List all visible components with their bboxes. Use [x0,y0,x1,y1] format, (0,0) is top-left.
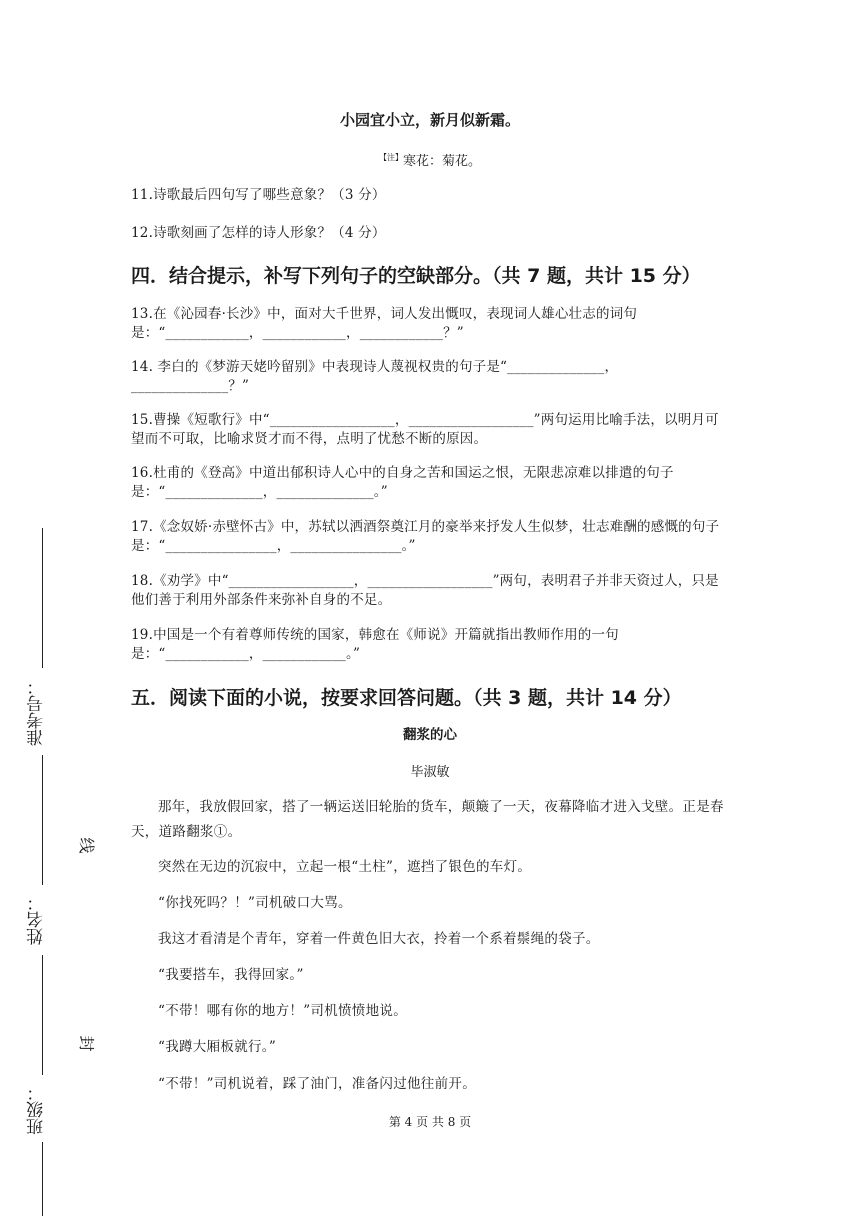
seal-char: 封 [79,1033,95,1052]
page-footer: 第 4 页 共 8 页 [388,1115,472,1129]
story-title: 翻浆的心 [403,727,457,743]
story-author: 毕淑敏 [410,765,450,780]
exam-number-label: 准考号： [27,678,47,746]
question-15: 15.曹操《短歌行》中“__________________，__________________”两句运用比喻手法，以明月可望而不可取，比喻求贤才而不得，点明了忧愁不断的原因。 [131,412,719,447]
class-label: 班级： [27,1084,47,1136]
section-5-title: 五．阅读下面的小说，按要求回答问题。（共 3 题，共计 14 分） [131,687,682,709]
question-19: 19.中国是一个有着尊师传统的国家，韩愈在《师说》开篇就指出教师作用的一句是：“____________，____________。” [131,627,619,662]
story-paragraph: “我要搭车，我得回家。” [158,967,304,983]
question-12: 12.诗歌刻画了怎样的诗人形象？（4 分） [131,225,386,241]
question-11: 11.诗歌最后四句写了哪些意象？（3 分） [131,187,386,203]
story-paragraph: “不带！”司机说着，踩了油门，准备闪过他往前开。 [158,1076,477,1092]
seal-line-char: 线 [79,835,95,854]
story-paragraph: “我蹲大厢板就行。” [158,1039,277,1055]
note-text: 寒花：菊花。 [402,154,481,169]
question-18: 18.《劝学》中“__________________，__________________”两句，表明君子并非天资过人，只是他们善于利用外部条件来弥补自身的不足。 [131,573,719,608]
story-paragraph: 突然在无边的沉寂中，立起一根“土柱”，遮挡了银色的车灯。 [158,859,532,875]
story-paragraph: 那年，我放假回家，搭了一辆运送旧轮胎的货车，颠簸了一天，夜幕降临才进入戈壁。正是春天，道路翻浆①。 [131,799,724,840]
story-paragraph: “你找死吗？！”司机破口大骂。 [158,895,352,911]
story-paragraph: “不带！哪有你的地方！”司机愤愤地说。 [158,1003,408,1019]
poem-note [0,150,860,169]
binding-line [42,528,43,668]
binding-line [42,1142,43,1216]
question-13: 13.在《沁园春·长沙》中，面对大千世界，词人发出慨叹，表现词人雄心壮志的词句是：“____________，____________，____________？” [131,306,638,341]
binding-line [42,955,43,1075]
note-mark: 【注】 [378,153,403,162]
question-14: 14. 李白的《梦游天姥吟留别》中表现诗人蔑视权贵的句子是“______________，______________？” [131,359,619,394]
section-4-title: 四．结合提示，补写下列句子的空缺部分。（共 7 题，共计 15 分） [131,265,701,287]
binding-line [42,755,43,885]
poem-line: 小园宜小立，新月似新霜。 [339,111,520,129]
name-label: 姓名： [27,894,47,946]
question-16: 16.杜甫的《登高》中道出郁积诗人心中的自身之苦和国运之恨，无限悲凉难以排遣的句子是：“______________，______________。” [131,465,674,500]
story-paragraph: 我这才看清是个青年，穿着一件黄色旧大衣，拎着一个系着鬃绳的袋子。 [158,931,600,947]
question-17: 17.《念奴娇·赤壁怀古》中，苏轼以洒酒祭奠江月的豪举来抒发人生似梦，壮志难酬的感慨的句子是：“________________，________________。” [131,519,720,554]
